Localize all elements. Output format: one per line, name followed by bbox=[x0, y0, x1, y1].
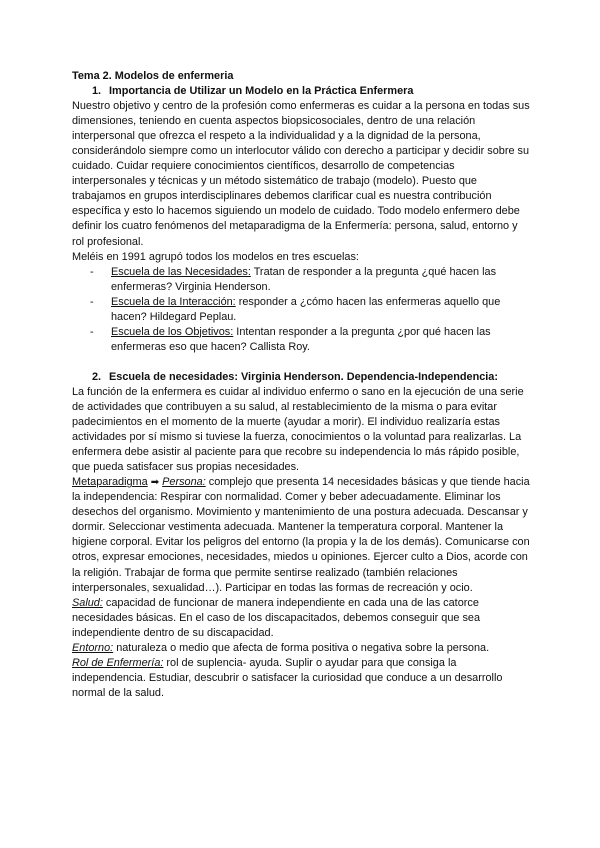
school-text: Tratan de responder a la pregunta ¿qué hacen las enfermeras? Virginia Henderson. bbox=[111, 265, 497, 293]
school-label: Escuela de las Necesidades: bbox=[111, 265, 251, 278]
section-1-paragraph: Nuestro objetivo y centro de la profesión como enfermeras es cuidar a la persona en todas sus dimensiones, teniendo en cuenta aspectos biopsicosociales, dentro de una relación interpersonal que ofrezca el respeto a la individualidad y a la dignidad de la persona, considerándolo siempre como un interlocutor válido con derecho a participar y decidir sobre su cuidado. Cuidar requiere conocimientos científicos, desarrollo de competencias interpersonales y técnicas y un método sistemático de trabajo (modelo). Puesto que trabajamos en grupos interdisciplinares debemos clarificar cual es nuestra contribución específica y esto lo hacemos siguiendo un modelo de cuidado. Todo modelo enfermero debe definir los cuatro fenómenos del metaparadigma de la Enfermería: persona, salud, entorno y rol profesional. bbox=[72, 100, 530, 248]
school-text: Intentan responder a la pregunta ¿por qué hacen las enfermeras eso que hacen? Callista Roy. bbox=[111, 325, 491, 353]
section-2-heading-text: Escuela de necesidades: Virginia Henderson. Dependencia-Independencia: bbox=[109, 370, 498, 383]
entorno-text: naturaleza o medio que afecta de forma positiva o negativa sobre la persona. bbox=[113, 641, 490, 654]
persona-text: complejo que presenta 14 necesidades básicas y que tiende hacia la independencia: Respirar con normalidad. Comer y beber adecuadamente. Eliminar los desechos del organismo. Movimiento y mantenimiento de una postura adecuada. Descansar y dormir. Seleccionar vestimenta adecuada. Mantener la temperatura corporal. Mantener la higiene corporal. Evitar los peligros del entorno (la propia y la de los demás). Comunicarse con otros, expresar emociones, necesidades, miedos u opiniones. Ejercer culto a Dios, acorde con la religión. Trabajar de forma que permite sentirse realizado (también relaciones interpersonales, sexualidad…). Participar en todas las formas de recreación y ocio. bbox=[72, 476, 530, 594]
school-label: Escuela de los Objetivos: bbox=[111, 325, 234, 338]
persona-label: Persona: bbox=[162, 476, 206, 489]
document-page bbox=[72, 69, 532, 701]
document-title: Tema 2. Modelos de enfermeria bbox=[72, 70, 234, 82]
section-1-heading-text: Importancia de Utilizar un Modelo en la Práctica Enfermera bbox=[109, 85, 414, 98]
section-2-number: 2. bbox=[92, 370, 102, 383]
salud-paragraph bbox=[72, 596, 532, 641]
salud-label: Salud: bbox=[72, 596, 103, 609]
entorno-label: Entorno: bbox=[72, 641, 114, 654]
salud-text: capacidad de funcionar de manera independiente en cada una de las catorce necesidades básicas. En el caso de los discapacitados, debemos conseguir que sea independiente dentro de su discapacidad. bbox=[72, 596, 481, 639]
right-arrow-icon: ➡ bbox=[150, 477, 160, 489]
rol-paragraph bbox=[72, 656, 532, 701]
persona-paragraph bbox=[72, 475, 532, 595]
list-dash: - bbox=[90, 265, 94, 278]
list-item bbox=[72, 295, 532, 325]
meleis-paragraph: Meléis en 1991 agrupó todos los modelos en tres escuelas: bbox=[72, 250, 359, 263]
rol-text: rol de suplencia- ayuda. Suplir o ayudar para que consiga la independencia. Estudiar, descubrir o satisfacer la curiosidad que conduce a un desarrollo normal de la salud. bbox=[72, 656, 503, 699]
list-item bbox=[72, 265, 532, 295]
section-1-number: 1. bbox=[92, 85, 102, 98]
list-dash: - bbox=[90, 325, 94, 338]
rol-label: Rol de Enfermería: bbox=[72, 656, 164, 669]
list-item bbox=[72, 325, 532, 355]
section-1-heading bbox=[72, 84, 532, 99]
school-label: Escuela de la Interacción: bbox=[111, 295, 236, 308]
metaparadigma-label: Metaparadigma bbox=[72, 476, 148, 489]
section-2-paragraph: La función de la enfermera es cuidar al individuo enfermo o sano en la ejecución de una serie de actividades que contribuyen a su salud, al restablecimiento de la misma o para evitar padecimientos en el momento de la muerte (ayudar a morir). El individuo realizaría estas actividades por sí mismo si tuviese la fuerza, conocimientos o la voluntad para realizarlas. La enfermera debe asistir al paciente para que recobre su independencia lo más rápido posible, que pueda satisfacer sus propias necesidades. bbox=[72, 385, 524, 474]
entorno-paragraph bbox=[72, 641, 532, 656]
section-spacer bbox=[72, 355, 532, 370]
school-text: responder a ¿cómo hacen las enfermeras aquello que hacen? Hildegard Peplau. bbox=[111, 295, 501, 323]
section-2-heading bbox=[72, 370, 532, 385]
schools-list bbox=[72, 265, 532, 355]
list-dash: - bbox=[90, 295, 94, 308]
